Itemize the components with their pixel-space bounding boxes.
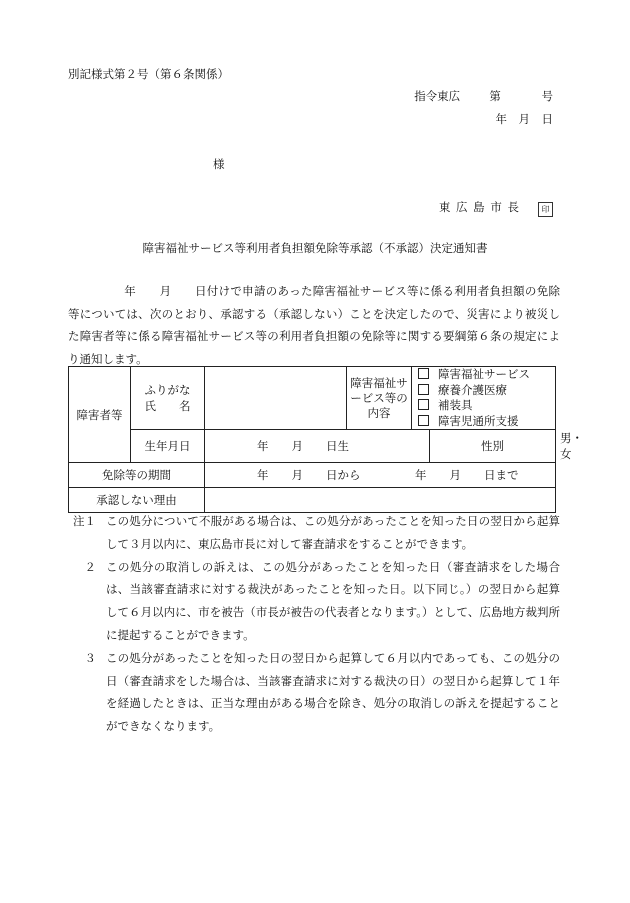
name-label: 氏 名 bbox=[144, 399, 191, 413]
issuer-name: 東 広 島 市 長 bbox=[438, 200, 520, 214]
form-number: 別記様式第２号（第６条関係） bbox=[68, 67, 229, 81]
issue-date: 年 月 日 bbox=[495, 112, 553, 126]
period-label: 免除等の期間 bbox=[69, 463, 205, 488]
service-option-label: 障害福祉サービス bbox=[438, 367, 530, 381]
gender-label: 性別 bbox=[430, 430, 556, 463]
note-text: この処分について不服がある場合は、この処分があったことを知った日の翌日から起算して３月以内に、東広島市長に対して審査請求をすることができます。 bbox=[106, 514, 560, 551]
seal-mark: 印 bbox=[538, 202, 553, 217]
name-label-cell bbox=[131, 367, 205, 430]
checkbox[interactable] bbox=[418, 384, 429, 395]
service-option-label: 障害児通所支援 bbox=[438, 413, 519, 428]
body-text: 申請のあった障害福祉サービス等に係る利用者負担額の免除等については、次のとおり、承認する（承認しない）ことを決定したので、災害により被災した障害者等に係る障害福祉サービス等の利用者負担額の免除等に関する要綱第６条の規定により通知します。 bbox=[68, 284, 560, 366]
period-from: 年 月 日から bbox=[257, 468, 361, 482]
document-number: 指令東広 第 号 bbox=[414, 89, 553, 103]
note-label: ２ bbox=[84, 559, 96, 574]
service-option[interactable] bbox=[418, 398, 551, 414]
checkbox[interactable] bbox=[418, 399, 429, 410]
note-label: ３ bbox=[84, 650, 96, 665]
period-to: 年 月 日まで bbox=[415, 468, 519, 482]
service-option[interactable] bbox=[418, 367, 551, 383]
service-option-label: 療養介護医療 bbox=[438, 382, 507, 397]
document-title: 障害福祉サービス等利用者負担額免除等承認（不承認）決定通知書 bbox=[142, 241, 488, 255]
birth-label: 生年月日 bbox=[131, 430, 205, 463]
body-date-lead: 年 月 日付けで bbox=[124, 284, 243, 298]
note-item bbox=[68, 647, 560, 738]
note-text: この処分の取消しの訴えは、この処分があったことを知った日（審査請求をした場合は、当該審査請求に対する裁決があったことを知った日。以下同じ。）の翌日から起算して６月以内に、市を被告（市長が被告の代表者となります。）として、広島地方裁判所に提起することができます。 bbox=[106, 559, 560, 642]
note-text: この処分があったことを知った日の翌日から起算して６月以内であっても、この処分の日（審査請求をした場合は、当該審査請求に対する裁決の日）の翌日から起算して１年を経過したときは、正当な理由がある場合を除き、処分の取消しの訴えを提起することができなくなります。 bbox=[106, 650, 560, 734]
body-paragraph bbox=[68, 280, 560, 370]
checkbox[interactable] bbox=[418, 415, 429, 426]
reason-label: 承認しない理由 bbox=[69, 488, 205, 513]
reason-value[interactable] bbox=[205, 488, 556, 513]
service-option[interactable] bbox=[418, 414, 551, 430]
service-option-label: 補装具 bbox=[438, 398, 473, 412]
person-label: 障害者等 bbox=[69, 367, 131, 463]
note-label: 注１ bbox=[73, 514, 96, 528]
name-value[interactable] bbox=[205, 367, 347, 430]
service-label: 障害福祉サービス等の内容 bbox=[347, 367, 412, 430]
birth-value: 年 月 日生 bbox=[205, 430, 430, 463]
furigana-label: ふりがな bbox=[144, 383, 191, 397]
addressee: 様 bbox=[213, 157, 225, 171]
issuer bbox=[439, 199, 553, 217]
service-option[interactable] bbox=[418, 383, 551, 399]
period-value bbox=[205, 463, 556, 488]
note-item bbox=[68, 510, 560, 556]
details-table: 障害者等 ふりがな 氏 名 障害福祉サービス等の内容 障害福祉サービス 療養介護医療 補装具 障害児通所支援 生年月日 年 月 日生 性別 男・女 免除等の期間 年 月 日から 年 月 日まで 承認しない理由 bbox=[68, 366, 556, 513]
notes bbox=[68, 510, 560, 738]
note-item bbox=[68, 556, 560, 647]
service-options bbox=[412, 367, 556, 430]
checkbox[interactable] bbox=[418, 368, 429, 379]
